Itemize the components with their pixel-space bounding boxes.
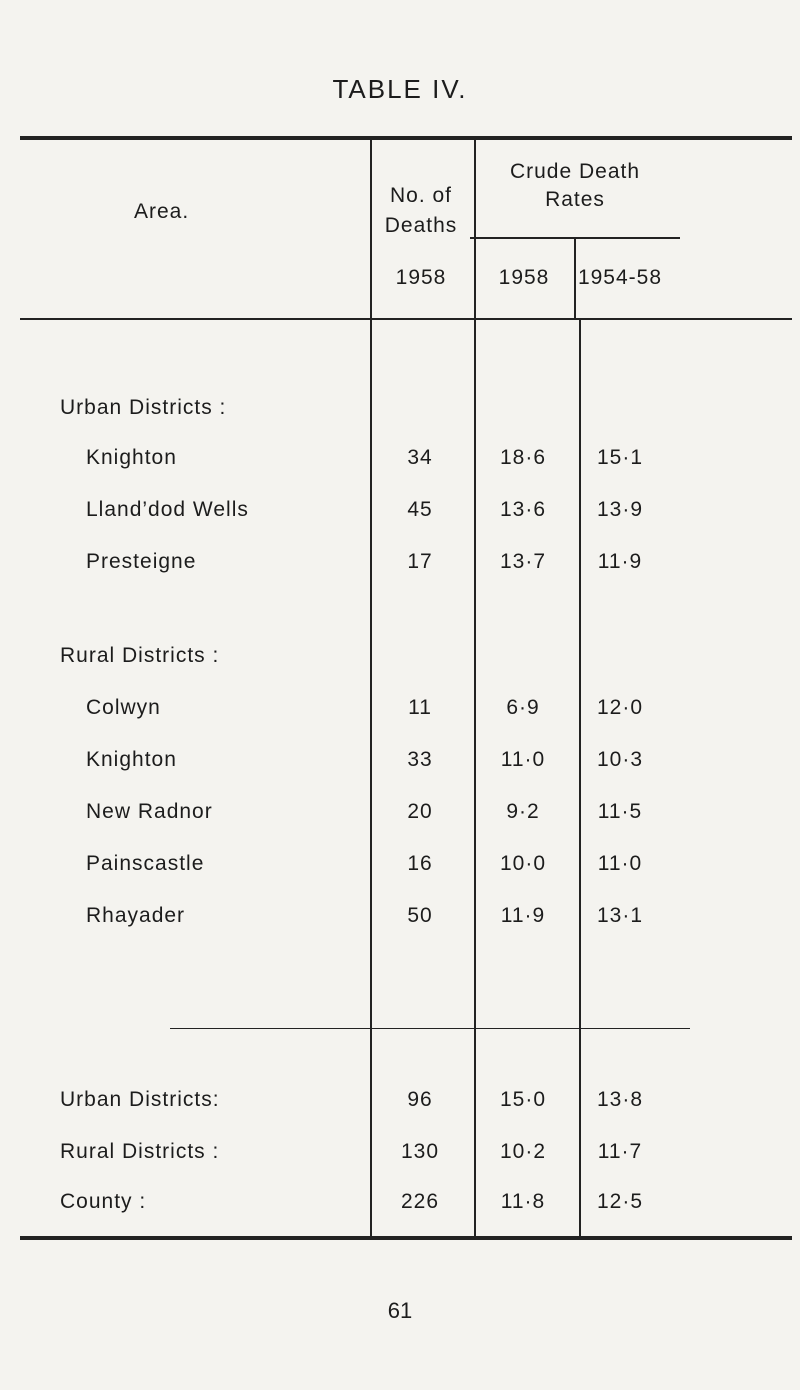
rate-value: 13·6 [499, 498, 547, 521]
total-average-value: 13·8 [596, 1088, 644, 1111]
area-name: Knighton [86, 748, 177, 771]
rate-year-header: 1958 [498, 266, 550, 289]
total-deaths-value: 96 [407, 1088, 433, 1111]
rate-value: 18·6 [499, 446, 547, 469]
deaths-value: 33 [407, 748, 433, 771]
rates-header-line2: Rates [545, 188, 605, 211]
total-rate-value: 10·2 [499, 1140, 547, 1163]
deaths-value: 34 [407, 446, 433, 469]
average-value: 13·9 [596, 498, 644, 521]
area-name: Rhayader [86, 904, 186, 927]
total-area-name: Rural Districts : [60, 1140, 220, 1163]
rate-value: 11·0 [500, 748, 546, 771]
deaths-header-line2: Deaths [384, 214, 458, 237]
page-number: 61 [387, 1298, 413, 1323]
deaths-value: 17 [407, 550, 433, 573]
total-average-value: 12·5 [596, 1190, 644, 1213]
rate-value: 6·9 [506, 696, 540, 719]
rate-value: 9·2 [506, 800, 540, 823]
average-value: 11·5 [597, 800, 643, 823]
rate-value: 10·0 [499, 852, 547, 875]
rate-value: 13·7 [499, 550, 547, 573]
area-name: Lland’dod Wells [86, 498, 249, 521]
average-value: 12·0 [596, 696, 644, 719]
average-value: 13·1 [596, 904, 644, 927]
total-rate-value: 11·8 [500, 1190, 546, 1213]
area-name: New Radnor [86, 800, 213, 823]
total-average-value: 11·7 [597, 1140, 643, 1163]
rates-header-line1: Crude Death [509, 160, 641, 183]
average-years-header: 1954-58 [577, 266, 663, 289]
area-name: Painscastle [86, 852, 205, 875]
deaths-year-header: 1958 [395, 266, 447, 289]
header-bottom-rule [20, 318, 792, 320]
deaths-value: 50 [407, 904, 433, 927]
total-area-name: Urban Districts: [60, 1088, 220, 1111]
rate-value: 11·9 [500, 904, 546, 927]
column-divider-1 [370, 140, 372, 1236]
total-area-name: County : [60, 1190, 147, 1213]
area-name: Presteigne [86, 550, 197, 573]
deaths-value: 45 [407, 498, 433, 521]
column-divider-2 [474, 140, 476, 1236]
deaths-header-line1: No. of [389, 184, 453, 207]
deaths-value: 20 [407, 800, 433, 823]
total-deaths-value: 226 [400, 1190, 440, 1213]
top-rule [20, 136, 792, 140]
total-deaths-value: 130 [400, 1140, 440, 1163]
deaths-value: 11 [408, 696, 432, 719]
area-column-header: Area. [134, 200, 190, 223]
deaths-value: 16 [407, 852, 433, 875]
area-name: Colwyn [86, 696, 161, 719]
average-value: 11·0 [597, 852, 643, 875]
average-value: 15·1 [596, 446, 644, 469]
area-name: Knighton [86, 446, 177, 469]
total-rate-value: 15·0 [499, 1088, 547, 1111]
table-title: TABLE IV. [332, 74, 468, 104]
bottom-rule [20, 1236, 792, 1240]
section-heading: Rural Districts : [60, 644, 220, 667]
average-value: 11·9 [597, 550, 643, 573]
average-value: 10·3 [596, 748, 644, 771]
totals-separator-rule [170, 1028, 690, 1029]
section-heading: Urban Districts : [60, 396, 227, 419]
